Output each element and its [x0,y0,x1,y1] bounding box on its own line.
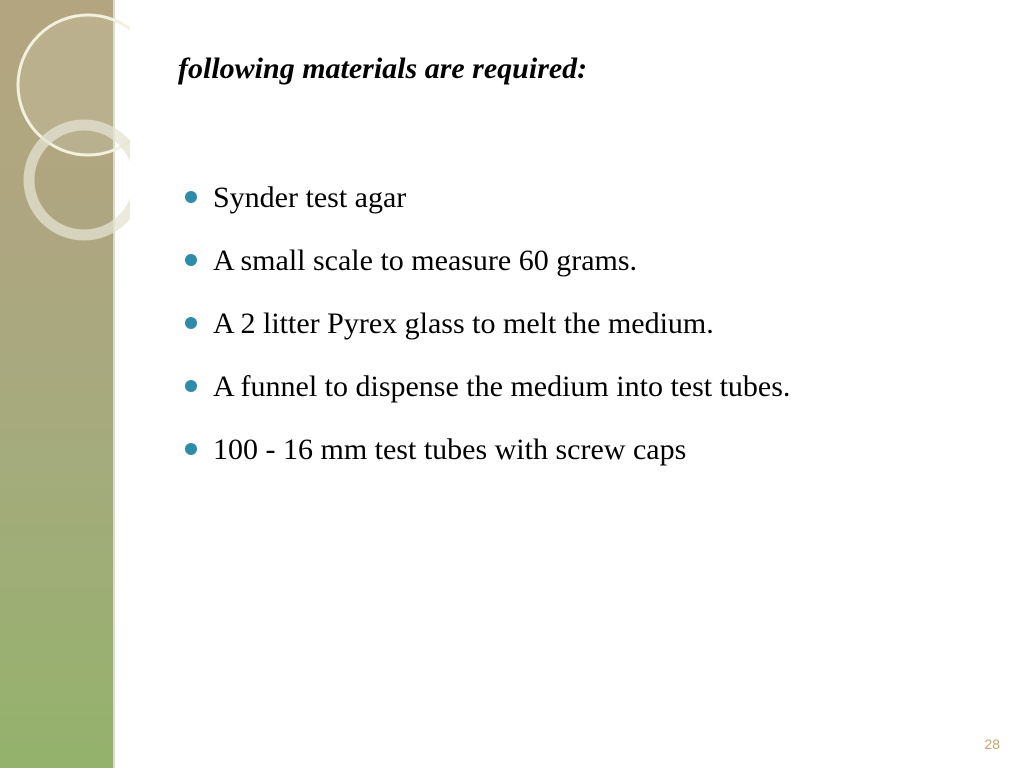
bullet-text: Synder test agar [213,181,407,214]
bullet-text: 100 - 16 mm test tubes with screw caps [213,433,687,466]
bullet-dot-icon [185,317,197,329]
bullet-dot-icon [185,191,197,203]
bullet-text: A 2 litter Pyrex glass to melt the medium. [213,307,714,340]
circle-decoration [0,0,130,260]
page-number: 28 [984,736,1000,752]
bullet-dot-icon [185,443,197,455]
slide-title: following materials are required: [178,52,588,85]
bullet-dot-icon [185,380,197,392]
bullet-dot-icon [185,254,197,266]
bullet-text: A funnel to dispense the medium into test tubes. [213,370,791,403]
bullet-text: A small scale to measure 60 grams. [213,244,638,277]
